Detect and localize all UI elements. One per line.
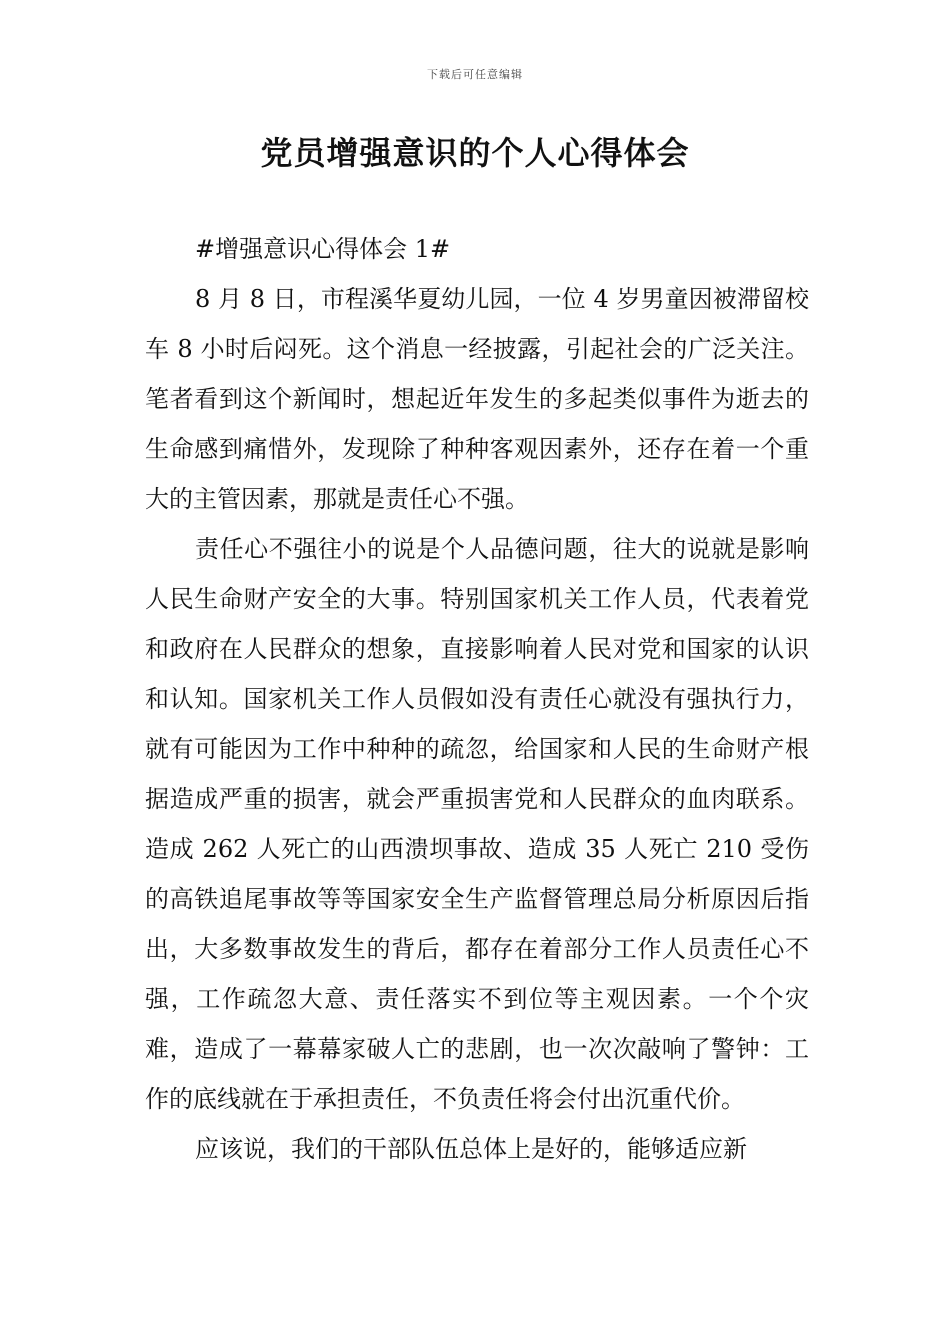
paragraph: 8 月 8 日，市程溪华夏幼儿园，一位 4 岁男童因被滞留校车 8 小时后闷死。这个消息一经披露，引起社会的广泛关注。笔者看到这个新闻时，想起近年发生的多起类似事件为逝去的生命感到痛惜外，发现除了种种客观因素外，还存在着一个重大的主管因素，那就是责任心不强。 [145,285,809,513]
paragraph: 应该说，我们的干部队伍总体上是好的，能够适应新 [195,1135,747,1163]
header-note: 下载后可任意编辑 [427,68,523,81]
section-heading: #增强意识心得体会 1# [195,235,451,263]
document-body [145,224,809,1174]
paragraph: 责任心不强往小的说是个人品德问题，往大的说就是影响人民生命财产安全的大事。特别国家机关工作人员，代表着党和政府在人民群众的想象，直接影响着人民对党和国家的认识和认知。国家机关工作人员假如没有责任心就没有强执行力，就有可能因为工作中种种的疏忽，给国家和人民的生命财产根据造成严重的损害，就会严重损害党和人民群众的血肉联系。造成 262 人死亡的山西溃坝事故、造成 35 人死亡 210 受伤的高铁追尾事故等等国家安全生产监督管理总局分析原因后指出，大多数事故发生的背后，都存在着部分工作人员责任心不强，工作疏忽大意、责任落实不到位等主观因素。一个个灾难，造成了一幕幕家破人亡的悲剧，也一次次敲响了警钟：工作的底线就在于承担责任，不负责任将会付出沉重代价。 [145,535,809,1113]
document-title: 党员增强意识的个人心得体会 [260,134,690,172]
